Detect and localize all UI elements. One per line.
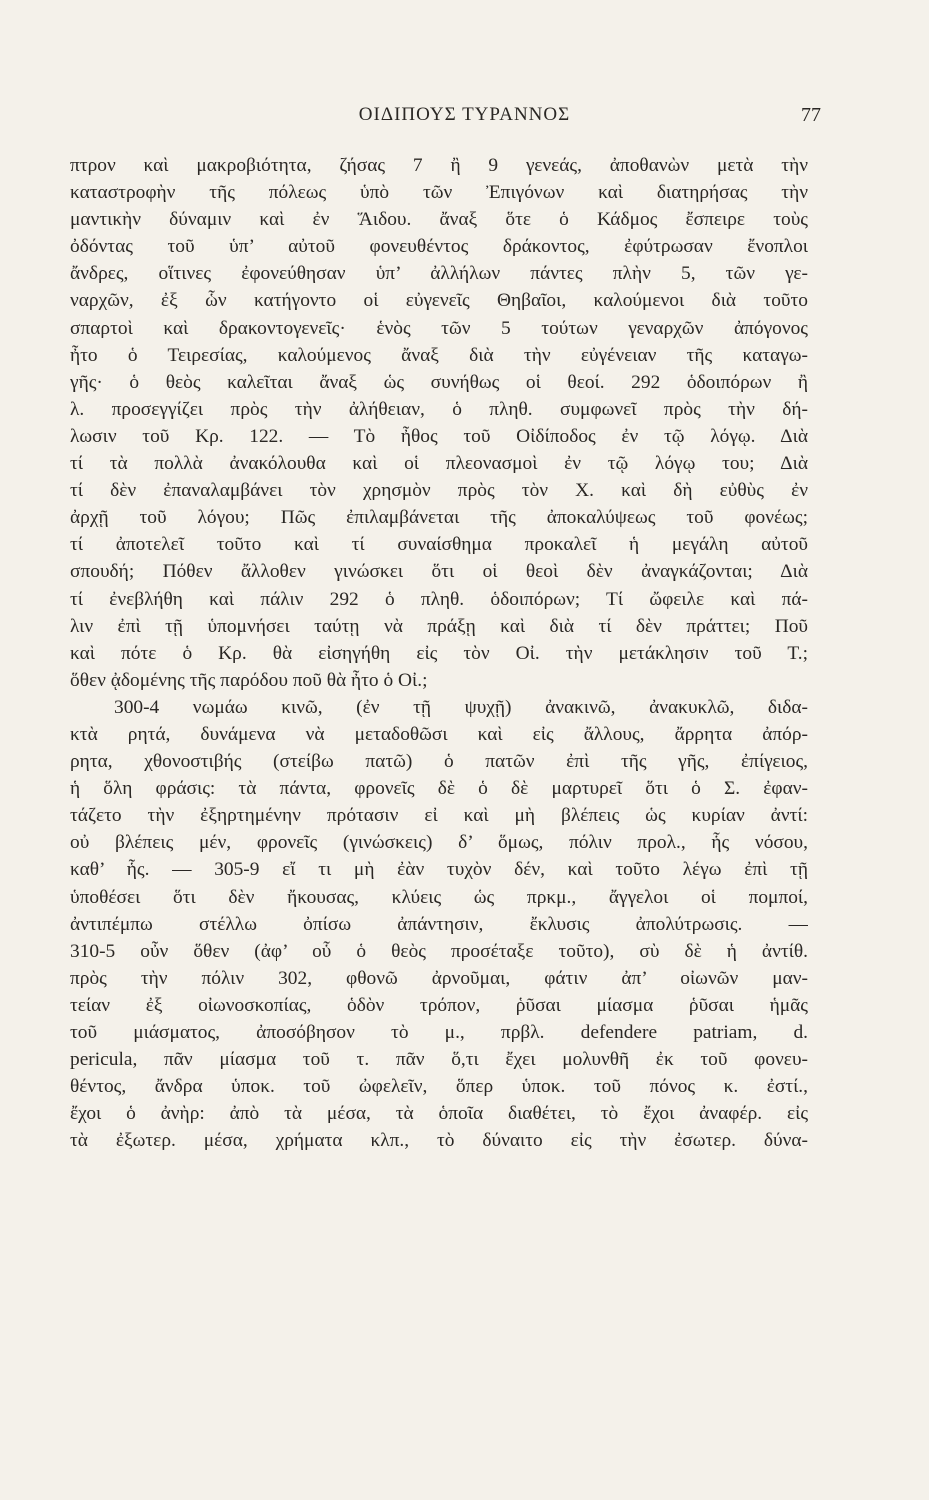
page-number: 77 bbox=[801, 104, 821, 126]
text-line: ἀντιπέμπω στέλλω ὀπίσω ἀπάντησιν, ἔκλυσις ἀπολύτρωσις. — bbox=[70, 913, 808, 935]
text-line: ναρχῶν, ἐξ ὧν κατήγοντο οἱ εὐγενεῖς Θηβαῖοι, καλούμενοι διὰ τοῦτο bbox=[70, 290, 808, 312]
text-line: γῆς· ὁ θεὸς καλεῖται ἄναξ ὡς συνήθως οἱ θεοί. 292 ὁδοιπόρων ἢ bbox=[70, 371, 808, 393]
running-title: ΟΙΔΙΠΟΥΣ ΤΥΡΑΝΝΟΣ bbox=[358, 104, 571, 125]
text-line: ἦτο ὁ Τειρεσίας, καλούμενος ἄναξ διὰ τὴν εὐγένειαν τῆς καταγω- bbox=[70, 344, 808, 366]
text-line: τείαν ἐξ οἰωνοσκοπίας, ὁδὸν τρόπον, ῥῦσαι μίασμα ῥῦσαι ἡμᾶς bbox=[70, 994, 808, 1016]
text-line: τάζετο τὴν ἐξηρτημένην πρότασιν εἰ καὶ μὴ βλέπεις ὡς κυρίαν ἀντί: bbox=[70, 805, 808, 827]
text-line: τί ἐνεβλήθη καὶ πάλιν 292 ὁ πληθ. ὁδοιπόρων; Τί ὤφειλε καὶ πά- bbox=[70, 588, 808, 610]
text-line: σπαρτοὶ καὶ δρακοντογενεῖς· ἑνὸς τῶν 5 τούτων γεναρχῶν ἀπόγονος bbox=[70, 317, 808, 339]
text-line: ρητα, χθονοστιβής (στείβω πατῶ) ὁ πατῶν ἐπὶ τῆς γῆς, ἐπίγειος, bbox=[70, 751, 808, 773]
text-line: 300-4 νωμάω κινῶ, (ἐν τῇ ψυχῇ) ἀνακινῶ, ἀνακυκλῶ, διδα- bbox=[114, 696, 808, 718]
text-line: πτρον καὶ μακροβιότητα, ζήσας 7 ἢ 9 γενεάς, ἀποθανὼν μετὰ τὴν bbox=[70, 155, 808, 176]
text-line: ὅθεν ᾀδομένης τῆς παρόδου ποῦ θὰ ἦτο ὁ Οἰ.; bbox=[70, 669, 428, 691]
commentary-text bbox=[70, 152, 808, 1154]
text-line: 310-5 οὖν ὅθεν (ἀφ’ οὗ ὁ θεὸς προσέταξε τοῦτο), σὺ δὲ ἡ ἀντίθ. bbox=[70, 940, 808, 962]
text-line: καταστροφὴν τῆς πόλεως ὑπὸ τῶν Ἐπιγόνων καὶ διατηρήσας τὴν bbox=[70, 182, 808, 204]
text-line: καὶ πότε ὁ Κρ. θὰ εἰσηγήθη εἰς τὸν Οἰ. τὴν μετάκλησιν τοῦ Τ.; bbox=[70, 642, 808, 664]
text-line: πρὸς τὴν πόλιν 302, φθονῶ ἀρνοῦμαι, φάτιν ἀπ’ οἰωνῶν μαν- bbox=[70, 967, 808, 989]
text-line: κτὰ ρητά, δυνάμενα νὰ μεταδοθῶσι καὶ εἰς ἄλλους, ἄρρητα ἀπόρ- bbox=[70, 723, 808, 745]
text-line: pericula, πᾶν μίασμα τοῦ τ. πᾶν ὅ,τι ἔχει μολυνθῆ ἐκ τοῦ φονευ- bbox=[70, 1049, 808, 1071]
text-line: σπουδή; Πόθεν ἄλλοθεν γινώσκει ὅτι οἱ θεοὶ δὲν ἀναγκάζονται; Διὰ bbox=[70, 561, 808, 583]
text-line: μαντικὴν δύναμιν καὶ ἐν Ἅιδου. ἄναξ ὅτε ὁ Κάδμος ἔσπειρε τοὺς bbox=[70, 209, 808, 231]
text-line: ἡ ὅλη φράσις: τὰ πάντα, φρονεῖς δὲ ὁ δὲ μαρτυρεῖ ὅτι ὁ Σ. ἐφαν- bbox=[70, 778, 808, 800]
text-line: τί δὲν ἐπαναλαμβάνει τὸν χρησμὸν πρὸς τὸν Χ. καὶ δὴ εὐθὺς ἐν bbox=[70, 480, 808, 502]
text-line: καθ’ ἧς. — 305-9 εἴ τι μὴ ἐὰν τυχὸν δέν, καὶ τοῦτο λέγω ἐπὶ τῇ bbox=[70, 859, 808, 881]
text-line: οὐ βλέπεις μέν, φρονεῖς (γινώσκεις) δ’ ὅμως, πόλιν προλ., ἧς νόσου, bbox=[70, 832, 808, 854]
text-line: ὀδόντας τοῦ ὑπ’ αὐτοῦ φονευθέντος δράκοντος, ἐφύτρωσαν ἔνοπλοι bbox=[70, 236, 808, 258]
text-line: τί τὰ πολλὰ ἀνακόλουθα καὶ οἱ πλεονασμοὶ ἐν τῷ λόγῳ του; Διὰ bbox=[70, 453, 808, 475]
text-line: τοῦ μιάσματος, ἀποσόβησον τὸ μ., πρβλ. defendere patriam, d. bbox=[70, 1022, 808, 1043]
text-line: λ. προσεγγίζει πρὸς τὴν ἀλήθειαν, ὁ πληθ. συμφωνεῖ πρὸς τὴν δή- bbox=[70, 398, 808, 420]
running-head bbox=[0, 104, 929, 132]
text-line: λιν ἐπὶ τῇ ὑπομνήσει ταύτῃ νὰ πράξῃ καὶ διὰ τί δὲν πράττει; Ποῦ bbox=[70, 615, 808, 637]
text-line: λωσιν τοῦ Κρ. 122. — Τὸ ἦθος τοῦ Οἰδίποδος ἐν τῷ λόγῳ. Διὰ bbox=[70, 425, 808, 447]
text-line: θέντος, ἄνδρα ὑποκ. τοῦ ὠφελεῖν, ὅπερ ὑποκ. τοῦ πόνος κ. ἐστί., bbox=[70, 1076, 808, 1098]
text-line: τὰ ἐξωτερ. μέσα, χρήματα κλπ., τὸ δύναιτο εἰς τὴν ἐσωτερ. δύνα- bbox=[70, 1130, 808, 1152]
text-line: ἀρχῇ τοῦ λόγου; Πῶς ἐπιλαμβάνεται τῆς ἀποκαλύψεως τοῦ φονέως; bbox=[70, 507, 808, 529]
text-line: ὑποθέσει ὅτι δὲν ἤκουσας, κλύεις ὡς πρκμ., ἄγγελοι οἱ πομποί, bbox=[70, 886, 808, 908]
text-line: τί ἀποτελεῖ τοῦτο καὶ τί συναίσθημα προκαλεῖ ἡ μεγάλη αὐτοῦ bbox=[70, 534, 808, 556]
text-line: ἄνδρες, οἵτινες ἐφονεύθησαν ὑπ’ ἀλλήλων πάντες πλὴν 5, τῶν γε- bbox=[70, 263, 808, 285]
text-line: ἔχοι ὁ ἀνὴρ: ἀπὸ τὰ μέσα, τὰ ὁποῖα διαθέτει, τὸ ἔχοι ἀναφέρ. εἰς bbox=[70, 1103, 808, 1125]
